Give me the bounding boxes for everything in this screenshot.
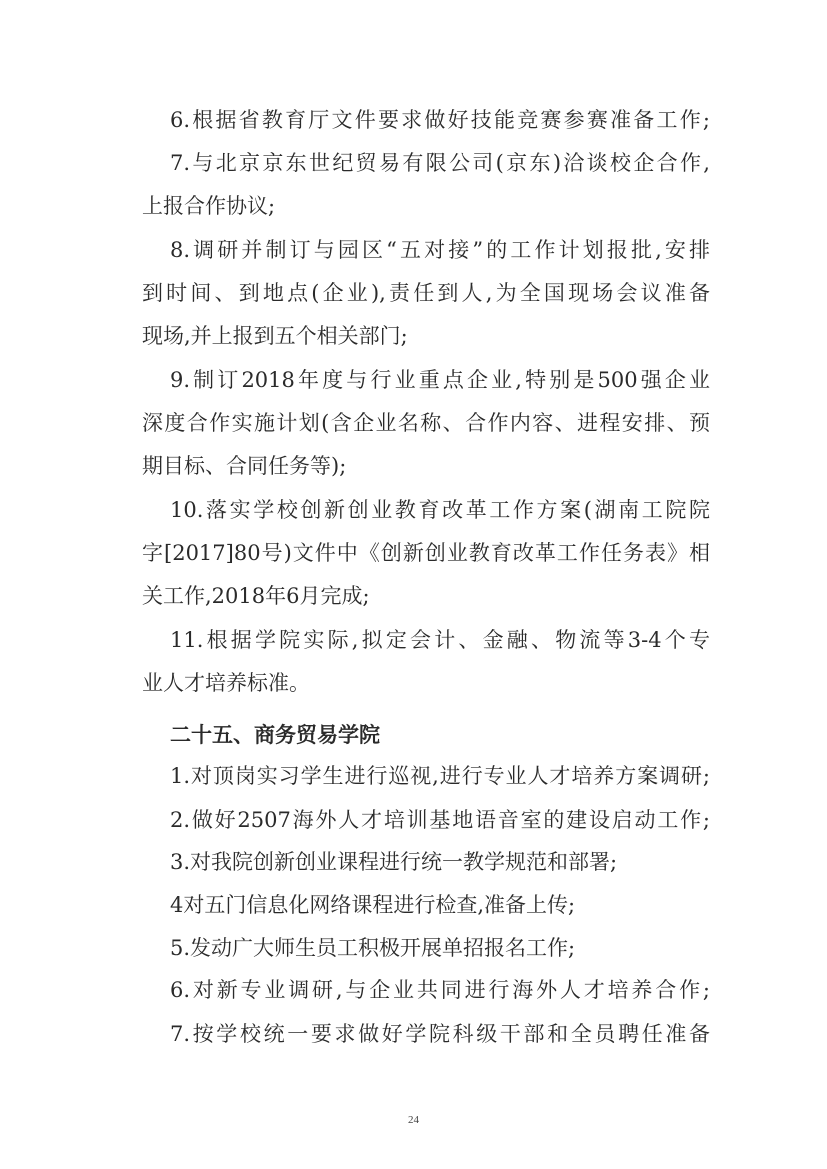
page-number: 24 (408, 1114, 419, 1126)
text-line: 期目标、合同任务等); (142, 454, 347, 478)
text-line: 9.制订2018年度与行业重点企业,特别是500强企业 (170, 368, 710, 392)
text-line: 关工作,2018年6月完成; (142, 584, 370, 608)
text-line: 7.按学校统一要求做好学院科级干部和全员聘任准备 (170, 1022, 710, 1046)
text-line: 上报合作协议; (142, 194, 276, 218)
text-line: 到时间、到地点(企业),责任到人,为全国现场会议准备 (142, 281, 710, 305)
text-line: 7.与北京京东世纪贸易有限公司(京东)洽谈校企合作, (170, 151, 710, 175)
text-line: 6.对新专业调研,与企业共同进行海外人才培养合作; (170, 978, 710, 1002)
text-line: 3.对我院创新创业课程进行统一教学规范和部署; (170, 850, 618, 874)
text-line: 深度合作实施计划(含企业名称、合作内容、进程安排、预 (142, 411, 710, 435)
text-line: 8.调研并制订与园区“五对接”的工作计划报批,安排 (170, 238, 710, 262)
section-heading: 二十五、商务贸易学院 (170, 723, 380, 747)
text-line: 1.对顶岗实习学生进行巡视,进行专业人才培养方案调研; (170, 764, 710, 788)
text-line: 4对五门信息化网络课程进行检查,准备上传; (170, 893, 576, 917)
text-line: 5.发动广大师生员工积极开展单招报名工作; (170, 936, 576, 960)
text-line: 业人才培养标准。 (142, 671, 310, 695)
text-line: 字[2017]80号)文件中《创新创业教育改革工作任务表》相 (142, 541, 710, 565)
text-line: 2.做好2507海外人才培训基地语音室的建设启动工作; (170, 808, 710, 832)
text-line: 10.落实学校创新创业教育改革工作方案(湖南工院院 (170, 498, 710, 522)
text-line: 11.根据学院实际,拟定会计、金融、物流等3-4个专 (170, 628, 710, 652)
text-line: 现场,并上报到五个相关部门; (142, 324, 408, 348)
text-line: 6.根据省教育厅文件要求做好技能竞赛参赛准备工作; (170, 108, 710, 132)
